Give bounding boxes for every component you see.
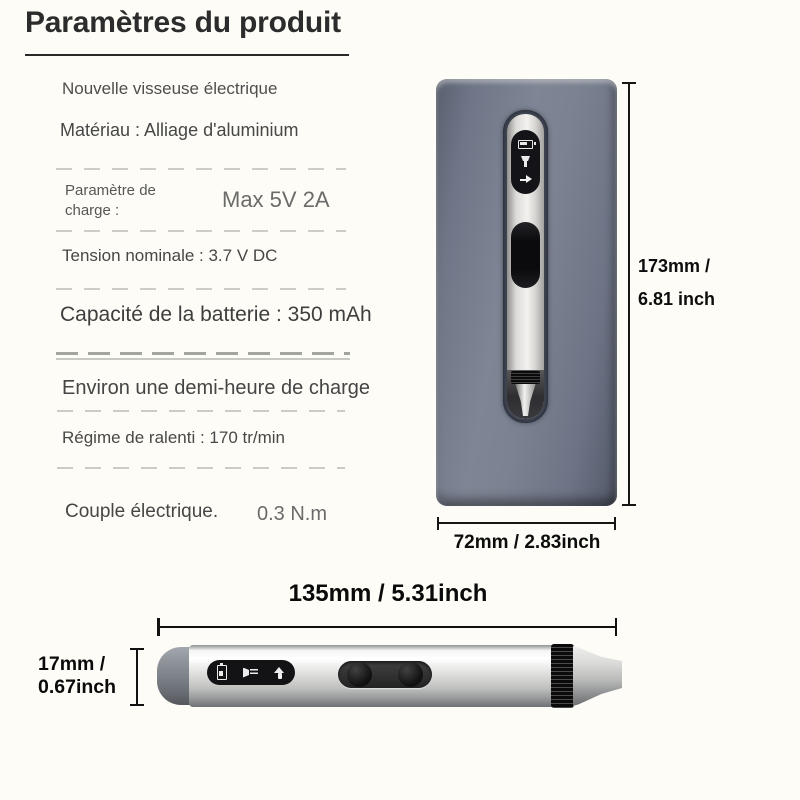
pen-length-label: 135mm / 5.31inch (288, 580, 488, 607)
spec-idle-speed: Régime de ralenti : 170 tr/min (62, 428, 285, 447)
arrow-right-icon (520, 175, 532, 184)
dashed-divider (57, 410, 345, 412)
spec-material: Matériau : Alliage d'aluminium (60, 120, 299, 140)
spec-charge-parameter-label (65, 181, 156, 221)
spec-torque-value: 0.3 N.m (257, 503, 328, 525)
pen-height-label-line1: 17mm / (38, 653, 106, 675)
pen-nose-cone (573, 646, 622, 706)
case-photo (436, 79, 617, 506)
spec-battery-capacity: Capacité de la batterie : 350 mAh (60, 303, 372, 326)
pen-tip-in-case (515, 384, 536, 416)
double-divider (56, 352, 350, 361)
spec-nominal-voltage: Tension nominale : 3.7 V DC (62, 246, 278, 265)
pen-knurled-collar (551, 644, 574, 708)
pen-length-dimension-line (157, 626, 617, 628)
spec-charge-time: Environ une demi-heure de charge (62, 377, 370, 399)
case-height-dimension-line (628, 82, 630, 506)
pen-button-recess (338, 661, 432, 688)
spec-charge-parameter-value: Max 5V 2A (222, 187, 330, 212)
pen-height-dimension-line (136, 648, 138, 706)
pen-photo (157, 644, 622, 708)
pen-button-right (398, 662, 423, 687)
case-width-label: 72mm / 2.83inch (453, 532, 601, 553)
spec-torque-label: Couple électrique. (65, 501, 219, 522)
pen-collar-in-case (511, 371, 540, 384)
battery-icon (518, 140, 533, 149)
flashlight-icon (243, 668, 258, 678)
case-window (503, 110, 548, 423)
pen-control-panel (207, 660, 295, 685)
case-width-dimension-line (437, 522, 616, 524)
case-height-label-line2: 6.81 inch (638, 289, 716, 309)
pen-button-left (347, 662, 372, 687)
dashed-divider (56, 288, 346, 290)
battery-icon (217, 665, 227, 680)
dashed-divider (56, 230, 346, 232)
case-window-screwdriver (507, 114, 544, 419)
bit-icon (521, 156, 530, 168)
dashed-divider (57, 467, 345, 469)
pen-height-label-line2: 0.67inch (38, 676, 117, 698)
case-height-label (638, 250, 715, 316)
spec-charge-parameter-label-line2: charge : (65, 202, 120, 219)
case-tip-zone (507, 370, 544, 419)
pen-height-label (38, 653, 116, 699)
dashed-divider (56, 168, 346, 170)
case-pen-window (511, 222, 540, 288)
arrow-up-icon (274, 667, 285, 679)
case-height-label-line1: 173mm / (638, 256, 711, 276)
case-control-panel (511, 130, 540, 194)
title-underline (25, 54, 349, 56)
page-title: Paramètres du produit (25, 6, 341, 39)
spec-charge-parameter-label-line1: Paramètre de (65, 182, 156, 199)
spec-product-type: Nouvelle visseuse électrique (62, 79, 278, 98)
